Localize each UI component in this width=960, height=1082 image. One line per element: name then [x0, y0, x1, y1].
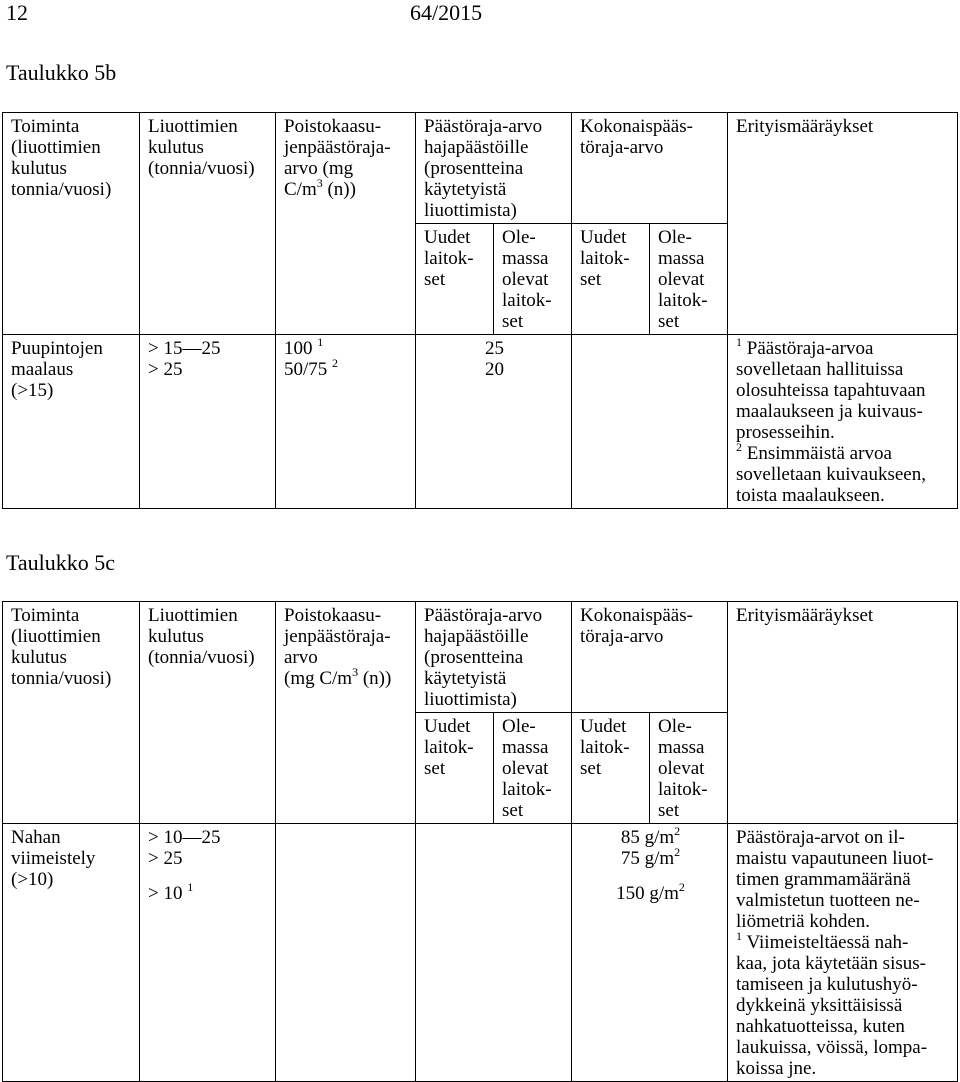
footnote-1: $^1$ Päästöraja-arvoa sovelletaan hallituissa olosuhteissa tapahtuvaan maalaukseen ja kuivaus- prosesseihin.	[736, 334, 926, 443]
header-special-provisions: Erityismääräykset	[728, 113, 958, 335]
row-fugitive-limit: 25 20	[416, 335, 572, 509]
table-5b-title: Taulukko 5b	[6, 60, 117, 85]
header-exhaust-limit: Poistokaasu- jenpäästöraja- arvo (mg $C/m^3$ (n))	[276, 602, 416, 824]
footnote-2: $^2$ Ensimmäistä arvoa sovelletaan kuivaukseen, toista maalaukseen.	[736, 439, 926, 506]
row-special-provisions: Päästöraja-arvot on il- maistu vapautuneen liuot- timen grammamääränä valmistetun tuotteen ne- liömetriä kohden. $^1$ Viimeisteltäessä nah- kaa, jota käytetään sisus- tamiseen ja kulutushyö- dykkeinä yksittäisissä nahkatuotteissa, kuten laukuissa, vöissä, lompa- koissa jne.	[728, 824, 958, 1082]
header-total-limit: Kokonaispääs- töraja-arvo	[572, 602, 728, 713]
row-activity: Nahan viimeistely (>10)	[3, 824, 140, 1082]
header-special-provisions: Erityismääräykset	[728, 602, 958, 824]
header-total-existing: Ole- massa olevat laitok- set	[650, 224, 728, 335]
footnote-1: $^1$ Viimeisteltäessä nah- kaa, jota käytetään sisus- tamiseen ja kulutushyö- dykkeinä yksittäisissä nahkatuotteissa, kuten laukuissa, vöissä, lompa- koissa jne.	[736, 928, 928, 1079]
table-5c	[2, 601, 958, 1082]
table-5c-title: Taulukko 5c	[6, 550, 116, 575]
header-fugitive-new: Uudet laitok- set	[416, 713, 494, 824]
header-total-existing: Ole- massa olevat laitok- set	[650, 713, 728, 824]
row-special-provisions	[728, 335, 958, 509]
header-fugitive-existing: Ole- massa olevat laitok- set	[494, 224, 572, 335]
page-number: 12	[6, 0, 28, 25]
table-5b	[2, 112, 958, 509]
row-solvent-consumption: > 15—25 > 25	[140, 335, 276, 509]
header-fugitive-limit: Päästöraja-arvo hajapäästöille (prosentteina käytetyistä liuottimista)	[416, 113, 572, 224]
document-number: 64/2015	[410, 0, 483, 25]
row-activity: Puupintojen maalaus (>15)	[3, 335, 140, 509]
header-total-new: Uudet laitok- set	[572, 224, 650, 335]
header-activity: Toiminta (liuottimien kulutus tonnia/vuosi)	[3, 113, 140, 335]
header-fugitive-new: Uudet laitok- set	[416, 224, 494, 335]
header-solvent-consumption: Liuottimien kulutus (tonnia/vuosi)	[140, 602, 276, 824]
row-total-limit	[572, 335, 728, 509]
header-solvent-consumption: Liuottimien kulutus (tonnia/vuosi)	[140, 113, 276, 335]
header-total-limit: Kokonaispääs- töraja-arvo	[572, 113, 728, 224]
header-activity: Toiminta (liuottimien kulutus tonnia/vuosi)	[3, 602, 140, 824]
header-fugitive-existing: Ole- massa olevat laitok- set	[494, 713, 572, 824]
row-exhaust-limit	[276, 824, 416, 1082]
row-solvent-consumption: > 10—25 > 25 > 10 $^1$	[140, 824, 276, 1082]
header-total-new: Uudet laitok- set	[572, 713, 650, 824]
header-exhaust-limit: Poistokaasu- jenpäästöraja- arvo (mg $C/m^3$ (n))	[276, 113, 416, 335]
row-total-limit: 85 $g/m^2$ 75 $g/m^2$ 150 $g/m^2$	[572, 824, 728, 1082]
row-exhaust-limit: 100 $^1$ 50/75 $^2$	[276, 335, 416, 509]
row-fugitive-limit	[416, 824, 572, 1082]
header-fugitive-limit: Päästöraja-arvo hajapäästöille (prosentteina käytetyistä liuottimista)	[416, 602, 572, 713]
